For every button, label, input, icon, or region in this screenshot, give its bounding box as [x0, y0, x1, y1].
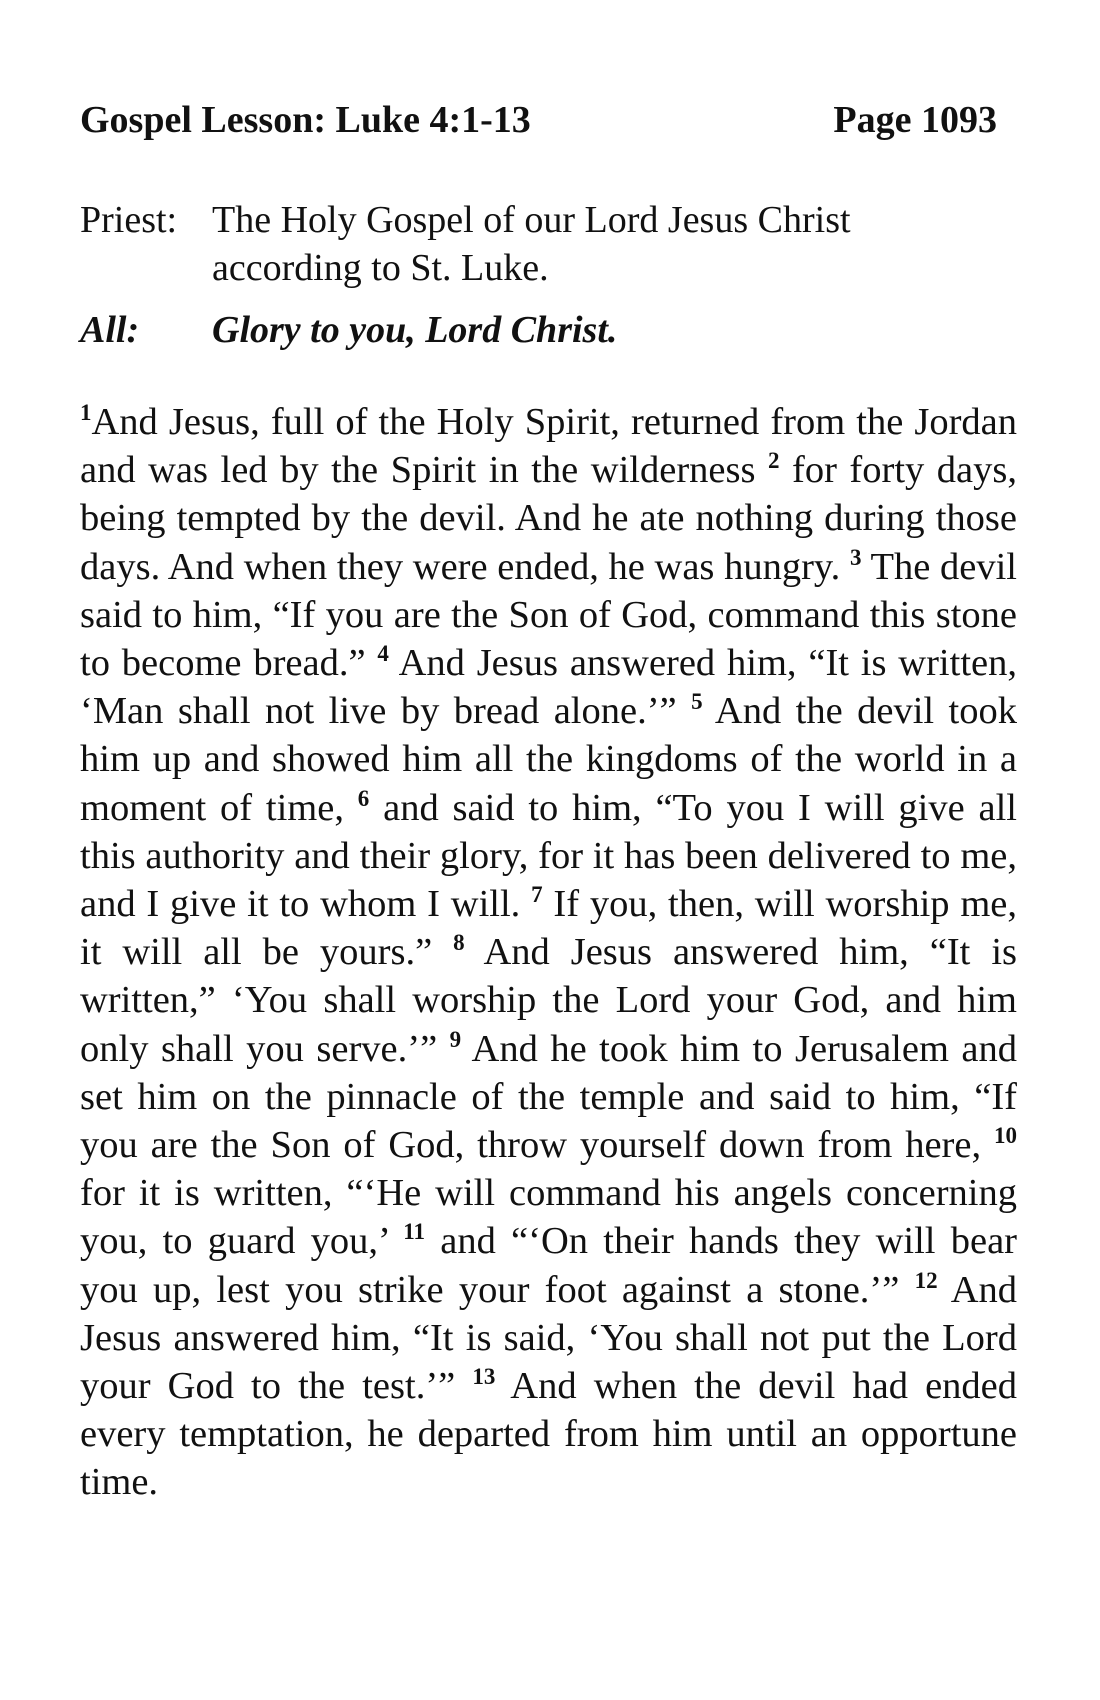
verse-number-3: 3 — [849, 544, 862, 570]
all-speaker: All: — [80, 309, 140, 351]
verse-number-9: 9 — [449, 1026, 462, 1052]
verse-text-9: And he took him to Jerusalem and set him on the pinnacle of the temple and said to him, “If you are the Son of God, throw yourself down from here, — [80, 1027, 1017, 1167]
priest-line-1: The Holy Gospel of our Lord Jesus Christ — [212, 199, 851, 241]
priest-speaker: Priest: — [80, 199, 178, 241]
verse-number-12: 12 — [914, 1267, 938, 1293]
page-number: Page 1093 — [833, 99, 997, 141]
verse-number-6: 6 — [357, 785, 370, 811]
verse-text-12: And Jesus answered him, “It is said, ‘You shall not put the Lord your God to the test.’” — [80, 1268, 1017, 1408]
all-line: Glory to you, Lord Christ. — [212, 309, 618, 351]
priest-response — [80, 196, 1000, 292]
lesson-title: Gospel Lesson: Luke 4:1-13 — [80, 99, 531, 141]
verse-number-4: 4 — [377, 641, 389, 667]
verse-text-2: for forty days, being tempted by the devil. And he ate nothing during those days. And when they were ended, he was hungry. — [80, 449, 1017, 588]
verse-number-1: 1 — [80, 400, 92, 426]
verse-number-10: 10 — [994, 1123, 1017, 1149]
priest-line-2: according to St. Luke. — [212, 247, 549, 289]
verse-number-11: 11 — [403, 1219, 425, 1245]
scripture-passage — [80, 398, 1017, 1507]
verse-text-1: And Jesus, full of the Holy Spirit, returned from the Jordan and was led by the Spirit in the wilderness — [80, 401, 1017, 492]
verse-number-2: 2 — [767, 448, 780, 474]
verse-text-13: And when the devil had ended every temptation, he departed from him until an opportune time. — [80, 1365, 1017, 1504]
verse-number-5: 5 — [691, 689, 703, 715]
verse-number-7: 7 — [531, 882, 543, 908]
verse-number-13: 13 — [472, 1364, 496, 1390]
page-header — [80, 98, 997, 144]
verse-text-4: And Jesus answered him, “It is written, ‘Man shall not live by bread alone.’” — [80, 642, 1017, 733]
verse-number-8: 8 — [453, 930, 465, 956]
verse-text-10: for it is written, “‘He will command his angels concerning you, to guard you,’ — [80, 1172, 1017, 1263]
verse-text-3: The devil said to him, “If you are the Son of God, command this stone to become bread.” — [80, 545, 1017, 685]
verse-text-5: And the devil took him up and showed him all the kingdoms of the world in a moment of time, — [80, 690, 1017, 829]
verse-text-8: And Jesus answered him, “It is written,” ‘You shall worship the Lord your God, and him only shall you serve.’” — [80, 931, 1017, 1070]
verse-text-7: If you, then, will worship me, it will all be yours.” — [80, 883, 1017, 974]
priest-line — [212, 196, 1000, 292]
all-response — [80, 306, 1000, 354]
verse-text-6: and said to him, “To you I will give all this authority and their glory, for it has been delivered to me, and I give it to whom I will. — [80, 786, 1017, 926]
verse-text-11: and “‘On their hands they will bear you up, lest you strike your foot against a stone.’” — [80, 1220, 1017, 1311]
